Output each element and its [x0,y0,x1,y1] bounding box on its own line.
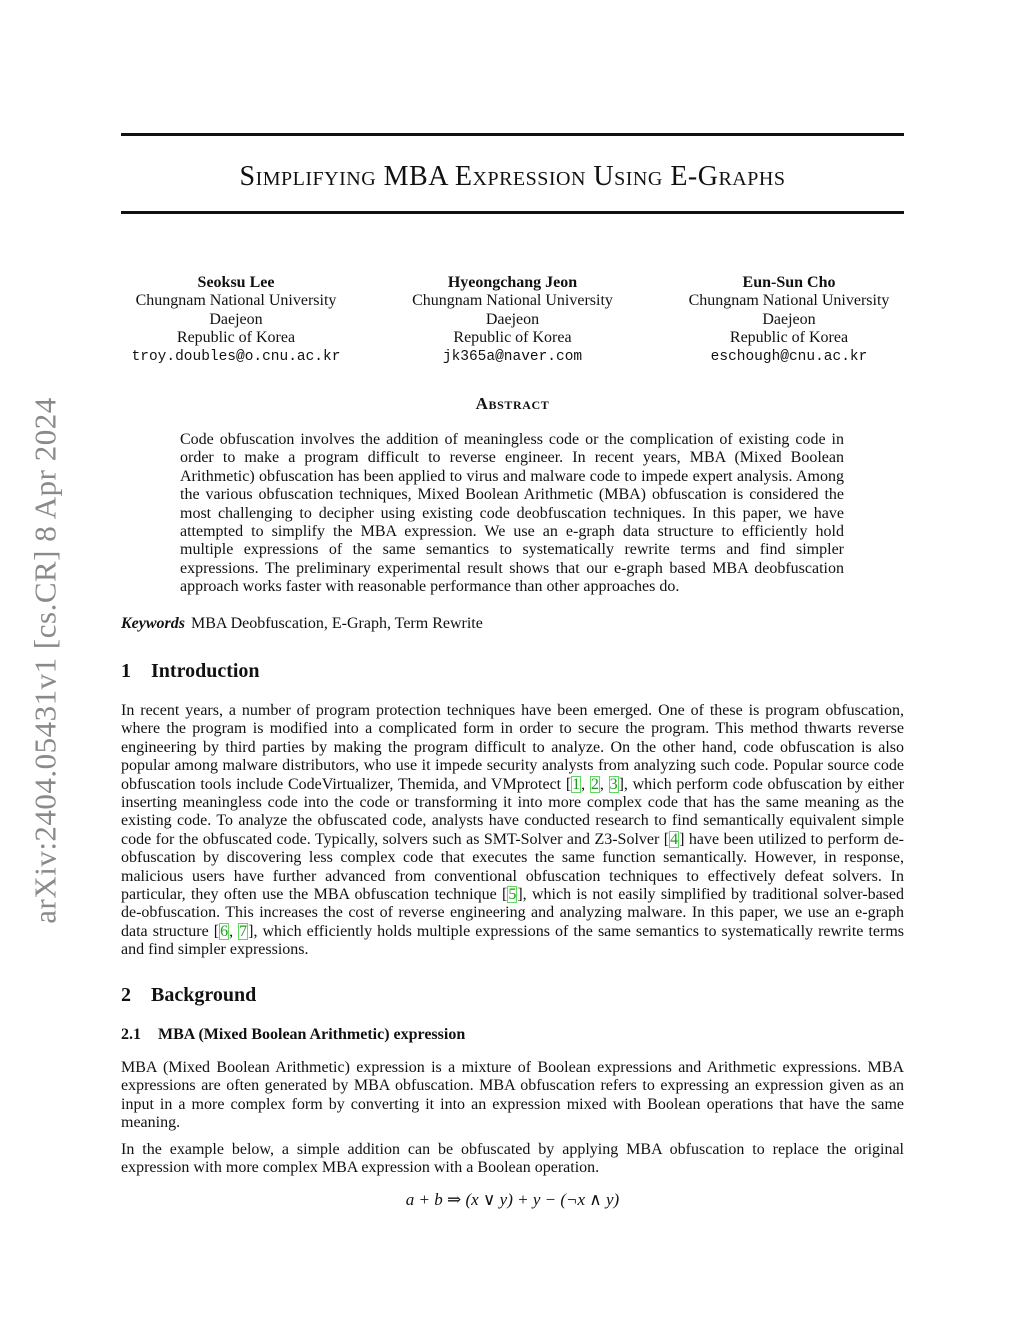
author-2 [393,274,633,366]
introduction-paragraph [121,702,904,960]
keywords-text: MBA Deobfuscation, E-Graph, Term Rewrite [191,615,483,632]
text-run: , [581,775,590,793]
keywords [121,615,483,633]
citation-link[interactable]: 1 [572,775,581,793]
author-block [121,274,904,366]
author-country: Republic of Korea [453,329,572,347]
title-rule-top [121,133,904,136]
author-email[interactable]: eschough@cnu.ac.kr [710,348,868,365]
author-city: Daejeon [762,310,816,328]
author-affiliation: Chungnam National University [135,292,337,310]
subsection-title: MBA (Mixed Boolean Arithmetic) expression [158,1026,466,1043]
subsection-heading-mba [121,1025,465,1045]
author-name: Seoksu Lee [197,274,275,291]
title-rule-bottom [121,211,904,214]
author-affiliation: Chungnam National University [412,292,613,310]
author-email[interactable]: troy.doubles@o.cnu.ac.kr [131,348,341,365]
text-run: , [599,775,609,793]
text-run: , [229,922,239,940]
author-affiliation: Chungnam National University [688,292,890,310]
text-run: ] have been utilized to perform de-obfuscation by discovering less complex code that executes the same function semantically. However, in response, malicious users have further advanced from conventional obfuscation techniques to effectively defeat solvers. In particular, they often use the MBA obfuscation technique [ [121,830,905,904]
abstract-heading: Abstract [475,394,550,413]
citation-link[interactable]: 2 [590,775,599,793]
section-heading-introduction [121,659,260,683]
subsection-number: 2.1 [121,1026,141,1043]
section-heading-background [121,983,256,1007]
author-name: Hyeongchang Jeon [447,274,578,291]
paper-title: Simplifying MBA Expression Using E-Graphs [239,161,786,192]
author-country: Republic of Korea [729,329,849,347]
citation-link[interactable]: 7 [239,922,248,940]
author-3 [669,274,909,366]
text-run: In recent years, a number of program protection techniques have been emerged. One of these is program obfuscation, where the program is modified into a complicated form in order to secure the program. This method thwarts reverse engineering by third parties by making the program difficult to analyze. On the other hand, code obfuscation is also popular among malware distributors, who use it impede security analysts from analyzing such code. Popular source code obfuscation tools include CodeVirtualizer, Themida, and VMprotect [ [121,702,904,793]
citation-link[interactable]: 3 [609,775,618,793]
mba-paragraph-2: In the example below, a simple addition can be obfuscated by applying MBA obfuscation to replace the original expression with more complex MBA expression with a Boolean operation. [121,1141,904,1177]
author-city: Daejeon [485,310,540,328]
mba-equation: a + b ⇒ (x ∨ y) + y − (¬x ∧ y) [405,1190,620,1209]
text-run: ], which efficiently holds multiple expressions of the same semantics to systematically rewrite terms and find simpler expressions. [121,922,905,959]
keywords-label: Keywords [121,615,185,632]
section-number: 1 [121,660,131,682]
arxiv-identifier: arXiv:2404.05431v1 [cs.CR] 8 Apr 2024 [27,397,63,924]
abstract-text: Code obfuscation involves the addition of meaningless code or the complication of existing code in order to make a program difficult to reverse engineer. In recent years, MBA (Mixed Boolean Arithmetic) obfuscation has been applied to virus and malware code to impede expert analysis. Among the various obfuscation techniques, Mixed Boolean Arithmetic (MBA) obfuscation is considered the most challenging to decipher using existing code deobfuscation techniques. In this paper, we have attempted to simplify the MBA expression. We use an e-graph data structure to efficiently hold multiple expressions of the same semantics to systematically rewrite terms and find simpler expressions. The preliminary experimental result shows that our e-graph based MBA deobfuscation approach works faster with reasonable performance than other approaches do. [180,431,844,596]
section-title: Introduction [151,660,260,682]
author-email[interactable]: jk365a@naver.com [442,348,583,365]
section-number: 2 [121,984,131,1006]
section-title: Background [151,984,257,1006]
author-city: Daejeon [209,310,263,328]
citation-link[interactable]: 6 [220,922,229,940]
author-country: Republic of Korea [176,329,296,347]
citation-link[interactable]: 4 [670,830,679,848]
author-1 [116,274,356,366]
text-run: ], which perform code obfuscation by either inserting meaningless code into the code or transforming it into more complex code that has the same meaning as the existing code. To analyze the obfuscated code, analysts have conducted research to find semantically equivalent simple code for the obfuscated code. Typically, solvers such as SMT-Solver and Z3-Solver [ [121,775,905,848]
author-name: Eun-Sun Cho [742,274,836,291]
mba-paragraph-1: MBA (Mixed Boolean Arithmetic) expression is a mixture of Boolean expressions and Arithmetic expressions. MBA expressions are often generated by MBA obfuscation. MBA obfuscation refers to expressing an expression given as an input in a more complex form by converting it into an expression mixed with Boolean operations that have the same meaning. [121,1059,904,1132]
text-run: ], which is not easily simplified by traditional solver-based de-obfuscation. This increases the cost of reverse engineering and analyzing malware. In this paper, we use an e-graph data structure [ [121,886,904,940]
citation-link[interactable]: 5 [508,886,517,904]
